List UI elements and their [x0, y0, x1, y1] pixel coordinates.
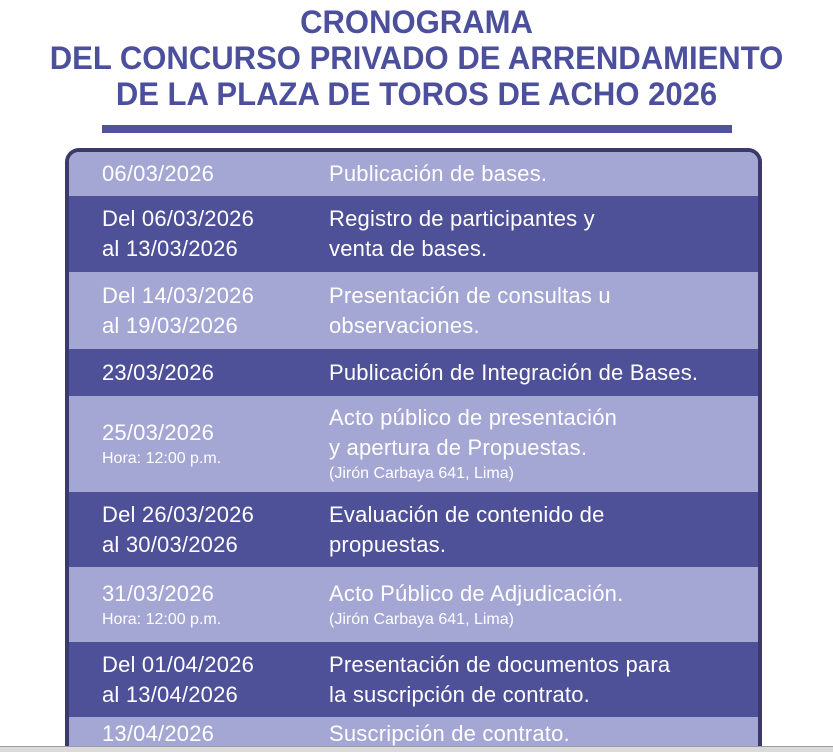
row-description-cell [329, 403, 758, 485]
description-text: propuestas. [329, 531, 447, 557]
row-date-cell [69, 500, 329, 560]
row-description-cell [329, 281, 758, 341]
table-row [69, 196, 758, 272]
location-note-text: (Jirón Carbaya 641, Lima) [329, 465, 514, 482]
date-text: 13/04/2026 [102, 720, 215, 746]
row-description-cell [329, 204, 758, 264]
date-text: Del 26/03/2026 [102, 501, 255, 527]
description-text: la suscripción de contrato. [329, 681, 590, 707]
page-title-line-1: CRONOGRAMA [300, 4, 533, 40]
table-row [69, 717, 758, 748]
row-description-cell [329, 358, 758, 388]
description-text: Acto público de presentación [329, 405, 618, 430]
description-text: y apertura de Propuestas. [329, 435, 588, 460]
schedule-table [65, 148, 762, 748]
table-row [69, 349, 758, 396]
description-text: Presentación de consultas u [329, 282, 611, 308]
page-title-line-3: DE LA PLAZA DE TOROS DE ACHO 2026 [115, 76, 718, 112]
table-row [69, 567, 758, 642]
row-date-cell [69, 281, 329, 341]
page-header [0, 4, 833, 133]
date-text: al 13/03/2026 [102, 236, 238, 261]
date-text: 31/03/2026 [102, 580, 215, 606]
table-row [69, 642, 758, 717]
row-description-cell [329, 650, 758, 710]
table-row [69, 152, 758, 196]
description-text: Suscripción de contrato. [329, 720, 570, 746]
table-row [69, 272, 758, 349]
description-text: Acto Público de Adjudicación. [329, 580, 624, 606]
date-text: 25/03/2026 [102, 420, 215, 445]
date-text: al 19/03/2026 [102, 312, 238, 338]
page-title-line-2: DEL CONCURSO PRIVADO DE ARRENDAMIENTO [49, 40, 784, 76]
bottom-edge-strip [0, 746, 833, 752]
title-underline-bar [102, 125, 732, 133]
description-text: Registro de participantes y [329, 206, 595, 231]
time-text: Hora: 12:00 p.m. [102, 610, 222, 628]
row-date-cell [69, 204, 329, 264]
date-text: Del 14/03/2026 [102, 282, 255, 308]
time-text: Hora: 12:00 p.m. [102, 450, 222, 467]
date-text: al 13/04/2026 [102, 681, 238, 707]
description-text: Publicación de bases. [329, 161, 548, 186]
description-text: Presentación de documentos para [329, 651, 671, 677]
date-text: al 30/03/2026 [102, 531, 238, 557]
description-text: Evaluación de contenido de [329, 501, 605, 527]
description-text: observaciones. [329, 312, 480, 338]
row-description-cell [329, 159, 758, 189]
row-date-cell [69, 418, 329, 470]
row-date-cell [69, 719, 329, 749]
location-note-text: (Jirón Carbaya 641, Lima) [329, 610, 514, 628]
row-date-cell [69, 358, 329, 388]
row-date-cell [69, 159, 329, 189]
table-row [69, 396, 758, 492]
date-text: Del 06/03/2026 [102, 206, 255, 231]
date-text: 06/03/2026 [102, 161, 215, 186]
row-description-cell [329, 719, 758, 749]
date-text: 23/03/2026 [102, 359, 215, 385]
table-row [69, 492, 758, 567]
row-date-cell [69, 650, 329, 710]
row-date-cell [69, 579, 329, 631]
description-text: Publicación de Integración de Bases. [329, 359, 699, 385]
date-text: Del 01/04/2026 [102, 651, 255, 677]
description-text: venta de bases. [329, 236, 488, 261]
row-description-cell [329, 579, 758, 631]
row-description-cell [329, 500, 758, 560]
